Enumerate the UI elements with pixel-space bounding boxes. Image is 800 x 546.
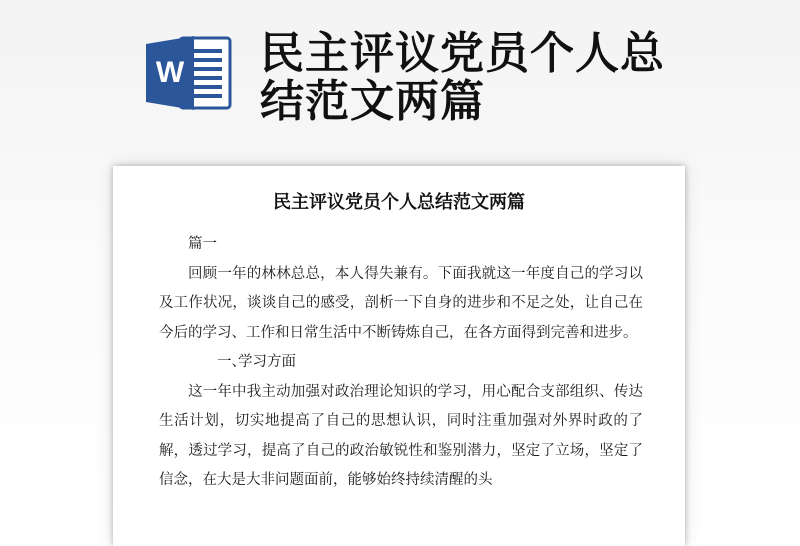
word-logo-letter: W bbox=[155, 56, 185, 89]
section-number: 一、 bbox=[217, 354, 246, 370]
document-title: 民主评议党员个人总结范文两篇 bbox=[273, 192, 525, 213]
document-page bbox=[113, 166, 685, 546]
word-document-icon bbox=[142, 32, 234, 114]
section-title: 学习方面 bbox=[238, 354, 296, 370]
document-body bbox=[159, 230, 643, 496]
cover-title: 民主评议党员个人总结范文两篇 bbox=[260, 28, 665, 127]
paragraph-study: 这一年中我主动加强对政治理论知识的学习，用心配合支部组织、传达生活计划，切实地提高了自己的思想认识，同时注重加强对外界时政的了解，透过学习，提高了自己的政治敏锐性和鉴别潜力，坚定了立场，坚定了信念，在大是大非问题面前，能够始终持续清醒的头 bbox=[159, 383, 643, 488]
part-label: 篇一 bbox=[188, 236, 217, 252]
section-heading bbox=[159, 348, 643, 378]
paragraph-intro: 回顾一年的林林总总，本人得失兼有。下面我就这一年度自己的学习以及工作状况，谈谈自己的感受，剖析一下自身的进步和不足之处，让自己在今后的学习、工作和日常生活中不断铸炼自己，在各方面得到完善和进步。 bbox=[159, 265, 643, 341]
